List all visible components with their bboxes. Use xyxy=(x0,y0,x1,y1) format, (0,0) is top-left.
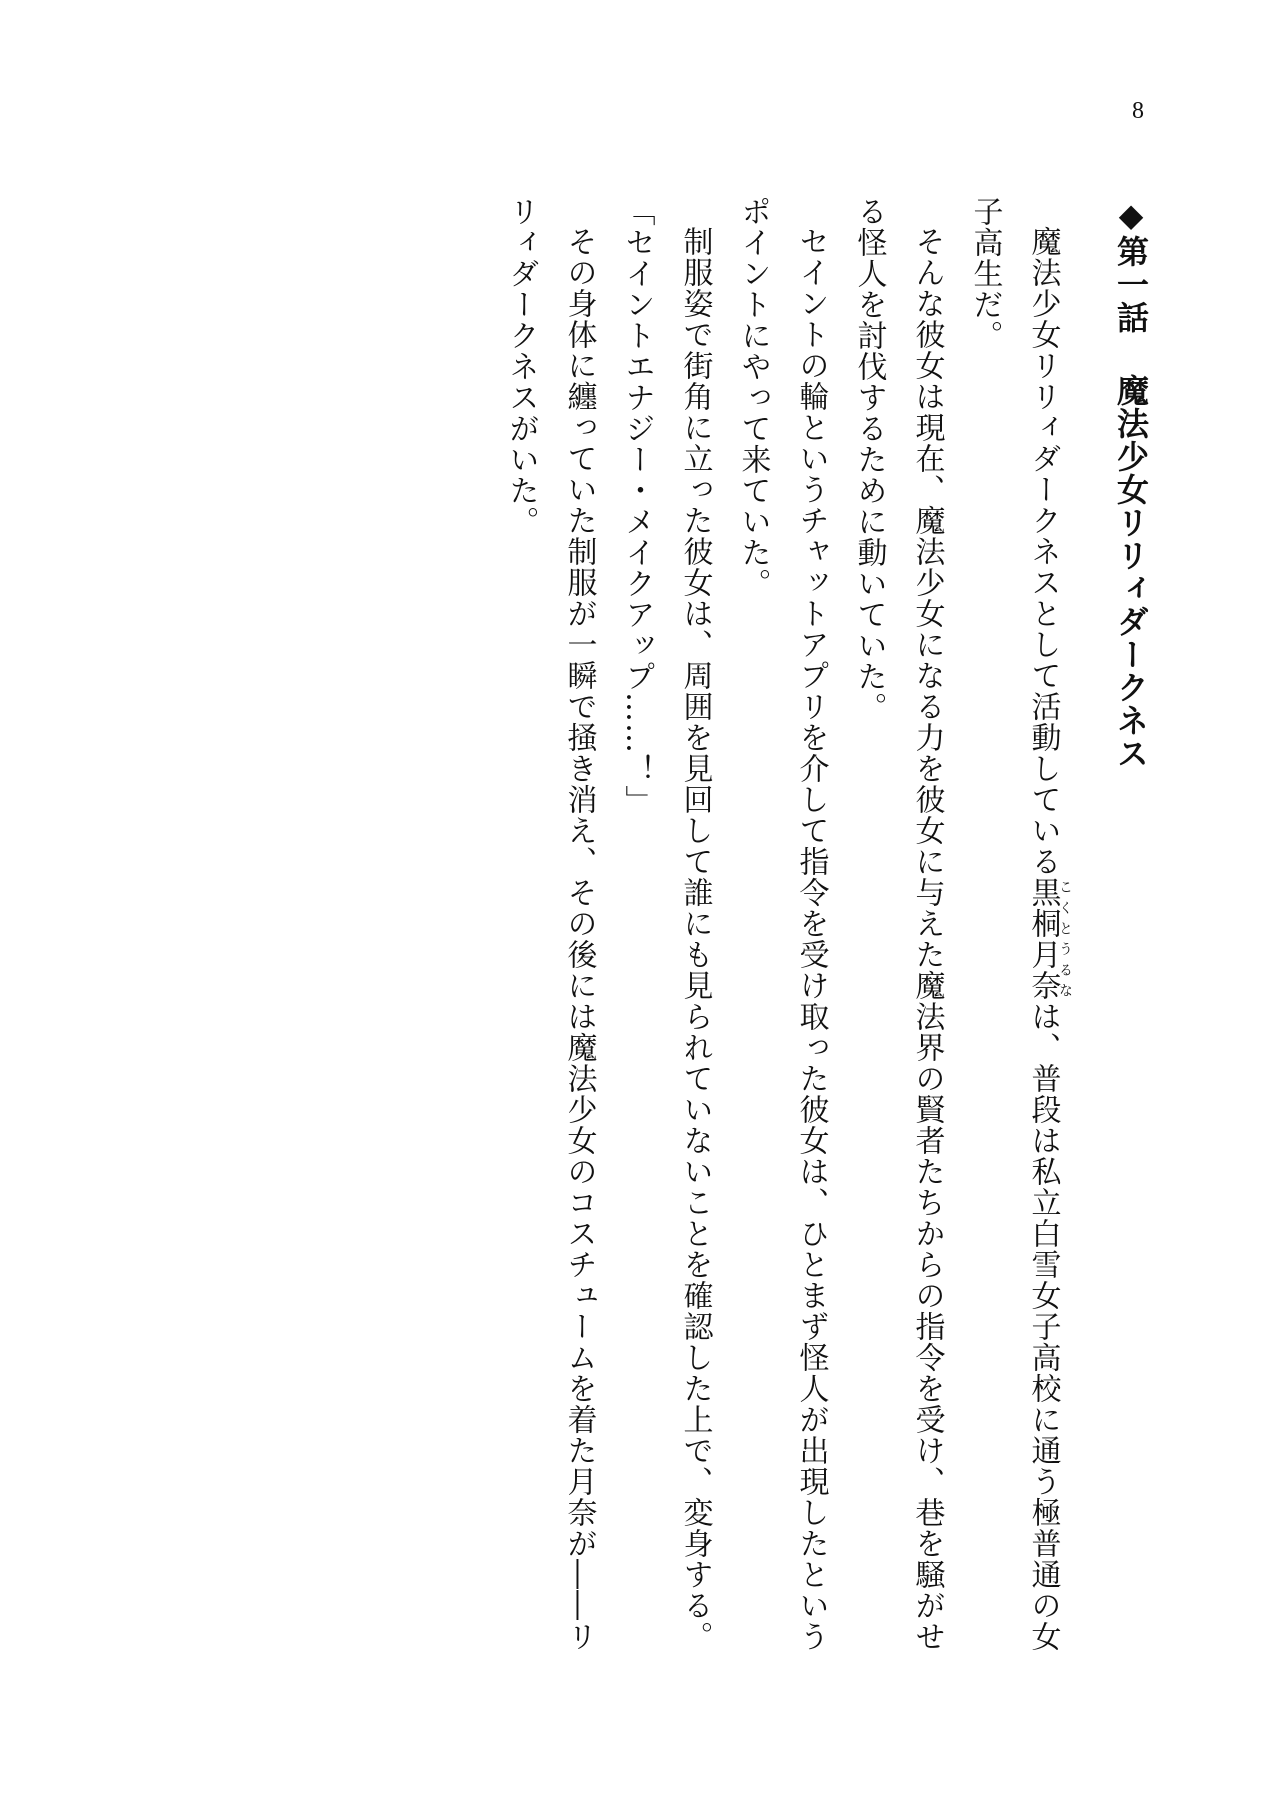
paragraph-4: 制服姿で街角に立った彼女は、周囲を見回して誰にも見られていないことを確認した上で、変身する。 xyxy=(677,226,713,1652)
paragraph-5-dialogue: 「セイントエナジー・メイクアップ……！」 xyxy=(619,196,655,816)
ruby-name: 黒桐月奈こくとうるな xyxy=(1025,877,1073,1001)
paragraph-2: そんな彼女は現在、魔法少女になる力を彼女に与えた魔法界の賢者たちからの指令を受け、巷を騒がせる怪人を討伐するために動いていた。 xyxy=(851,196,945,1652)
chapter-title: 魔法少女リリィダークネス xyxy=(1112,374,1150,770)
chapter-heading xyxy=(1102,196,1160,1676)
page-number: 8 xyxy=(1132,98,1144,124)
paragraph-3: セイントの輪というチャットアプリを介して指令を受け取った彼女は、ひとまず怪人が出現したというポイントにやって来ていた。 xyxy=(735,196,829,1652)
episode-label: 第一話 xyxy=(1112,235,1150,334)
paragraph-6: その身体に纏っていた制服が一瞬で掻き消え、その後には魔法少女のコスチュームを着た月奈が――リリィダークネスがいた。 xyxy=(503,196,597,1652)
paragraph-1: 魔法少女リリィダークネスとして活動している黒桐月奈こくとうるなは、普段は私立白雪女子高校に通う極普通の女子高生だ。 xyxy=(967,196,1073,1652)
diamond-icon: ◆ xyxy=(1112,196,1150,235)
body-text xyxy=(492,196,1161,1676)
